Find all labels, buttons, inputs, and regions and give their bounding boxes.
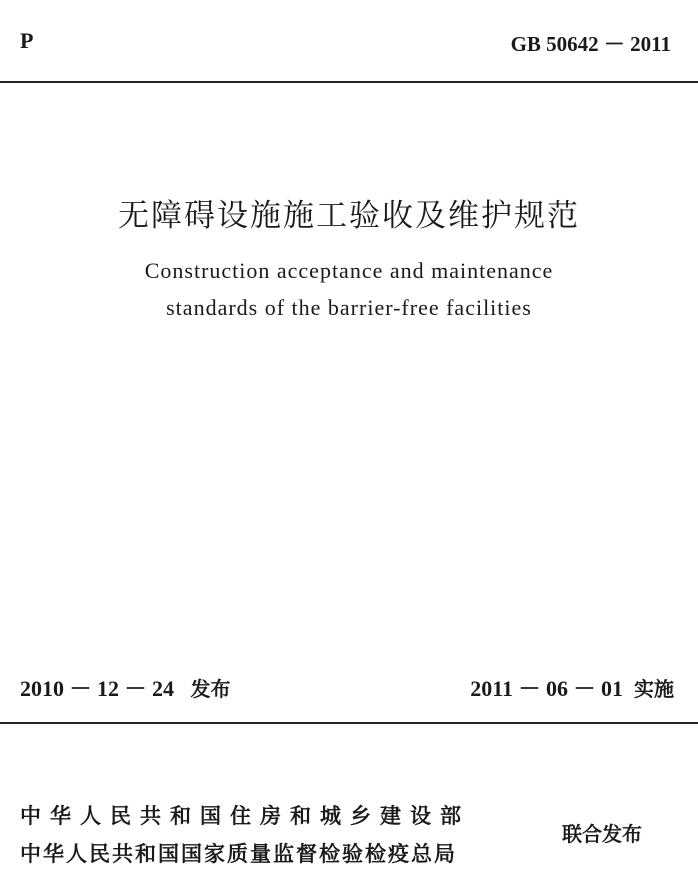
issuer-ministry: 中华人民共和国住房和城乡建设部 <box>20 804 470 828</box>
title-chinese: 无障碍设施施工验收及维护规范 <box>118 198 580 234</box>
issue-date-row <box>20 672 231 703</box>
category-code: P <box>20 28 34 53</box>
title-english-line1: Construction acceptance and maintenance <box>144 258 554 283</box>
top-divider <box>0 81 698 83</box>
issue-date: 2010 － 12 － 24 <box>20 676 175 701</box>
joint-issue-label: 联合发布 <box>562 822 642 846</box>
issuer-aqsiq: 中华人民共和国国家质量监督检验检疫总局 <box>20 842 457 866</box>
implement-date: 2011 － 06 － 01 <box>470 676 623 701</box>
standard-number: GB 50642 － 2011 <box>510 32 671 56</box>
implement-date-row <box>470 672 674 703</box>
implement-label: 实施 <box>634 677 674 701</box>
bottom-divider <box>0 722 698 724</box>
issue-label: 发布 <box>190 677 231 701</box>
title-english-line2: standards of the barrier-free facilities <box>166 295 532 320</box>
